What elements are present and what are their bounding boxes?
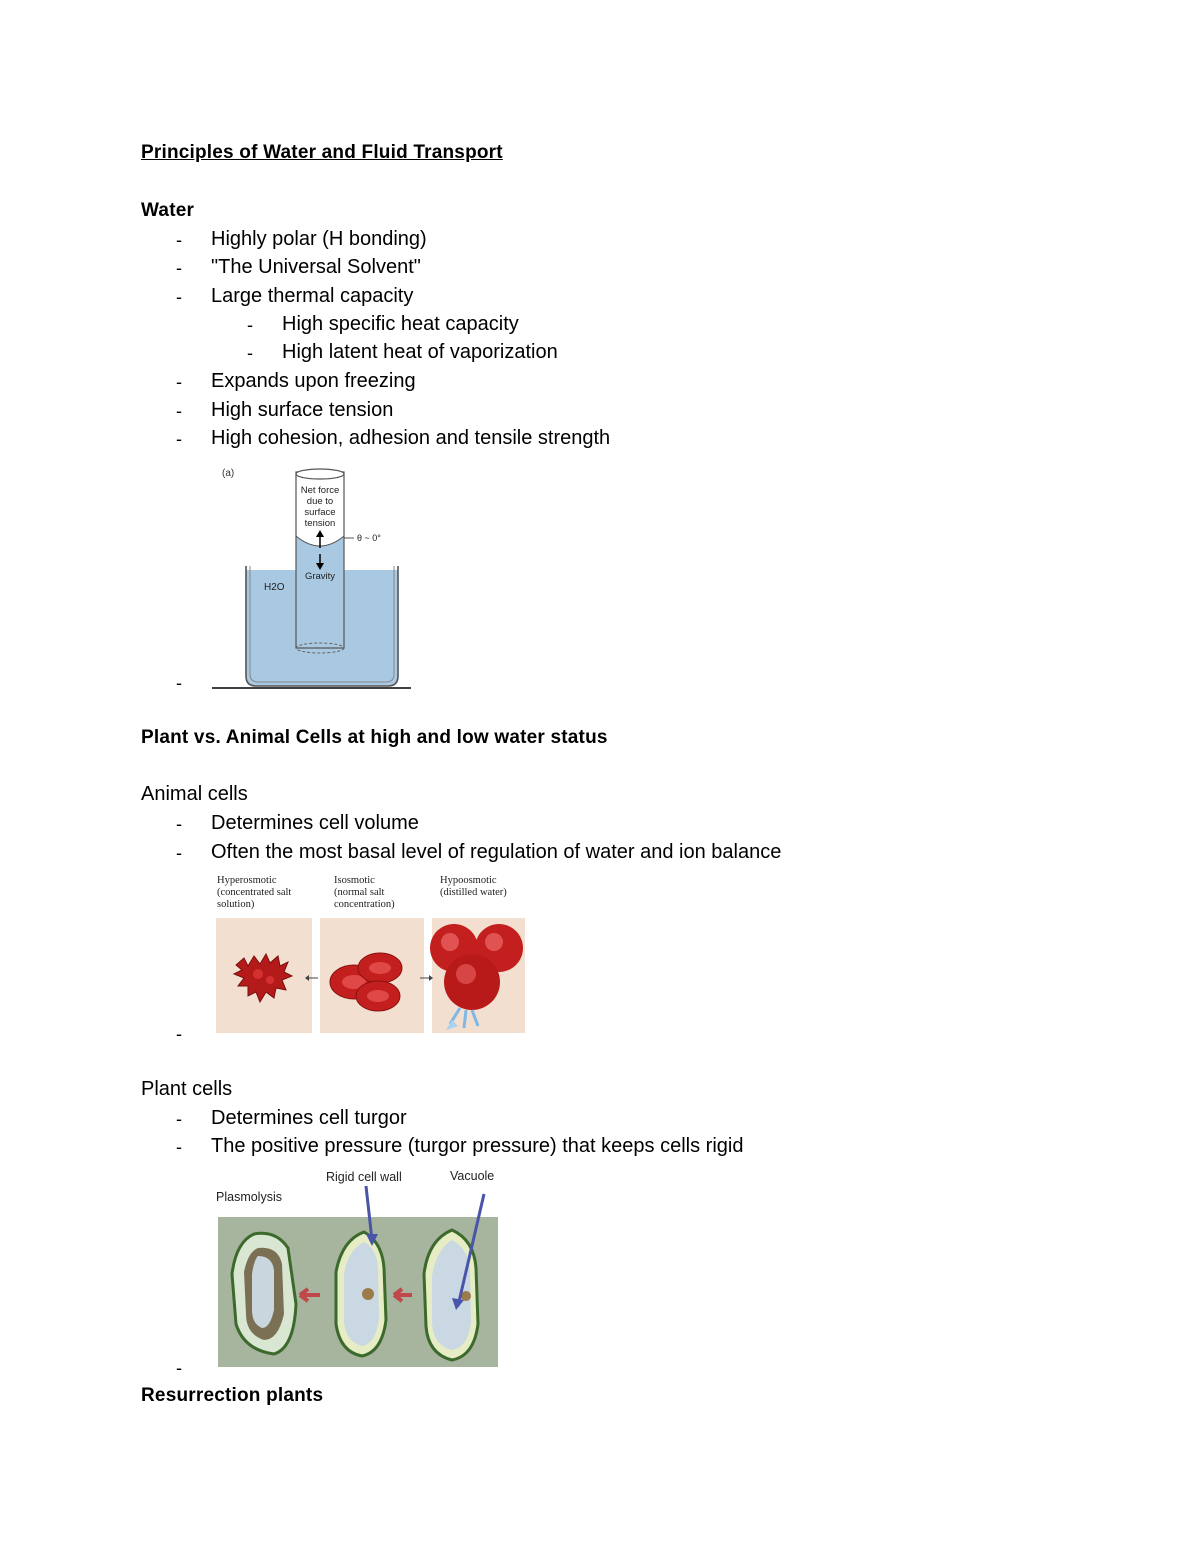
dash: - <box>176 287 182 307</box>
panel-label: (a) <box>222 468 235 479</box>
dash: - <box>247 343 253 363</box>
force-label: tension <box>304 518 336 529</box>
list-item: Often the most basal level of regulation of water and ion balance <box>211 841 782 863</box>
isosmotic-label: concentration) <box>334 899 395 910</box>
dash: - <box>247 315 253 335</box>
list-item: Expands upon freezing <box>211 370 416 392</box>
angle-label: θ ~ 0° <box>357 533 381 543</box>
hypoosmotic-label: (distilled water) <box>440 887 507 898</box>
dash: - <box>176 372 182 392</box>
dash: - <box>176 673 182 693</box>
dash: - <box>176 1358 182 1378</box>
resurrection-heading: Resurrection plants <box>141 1385 324 1406</box>
sub-list-item: High latent heat of vaporization <box>282 341 558 363</box>
dash: - <box>176 1024 182 1044</box>
cells-heading: Plant vs. Animal Cells at high and low water status <box>141 727 608 748</box>
dash: - <box>176 401 182 421</box>
dash: - <box>176 843 182 863</box>
gravity-label: Gravity <box>304 571 336 582</box>
vacuole-label: Vacuole <box>450 1169 495 1183</box>
animal-cells-heading: Animal cells <box>141 783 248 805</box>
plasmolysis-label: Plasmolysis <box>216 1190 282 1204</box>
list-item: Determines cell turgor <box>211 1107 407 1129</box>
force-label: surface <box>304 507 336 518</box>
list-item: Highly polar (H bonding) <box>211 228 427 250</box>
red-blood-cell-figure <box>214 870 527 1036</box>
isosmotic-label: Isosmotic <box>334 875 375 886</box>
water-label: H2O <box>264 582 285 593</box>
hyperosmotic-label: (concentrated salt <box>217 887 292 898</box>
hyperosmotic-label: Hyperosmotic <box>217 875 277 886</box>
list-item: Large thermal capacity <box>211 285 414 307</box>
list-item: High surface tension <box>211 399 394 421</box>
list-item: High cohesion, adhesion and tensile strength <box>211 427 611 449</box>
dash: - <box>176 429 182 449</box>
water-heading: Water <box>141 200 195 221</box>
hyperosmotic-label: solution) <box>217 899 255 910</box>
dash: - <box>176 1109 182 1129</box>
force-label: Net force <box>300 485 340 496</box>
list-item: "The Universal Solvent" <box>211 256 421 278</box>
force-label: due to <box>306 496 334 507</box>
dash: - <box>176 258 182 278</box>
hypoosmotic-label: Hypoosmotic <box>440 875 497 886</box>
isosmotic-label: (normal salt <box>334 887 385 898</box>
sub-list-item: High specific heat capacity <box>282 313 519 335</box>
normal-plant-cell-icon <box>336 1232 386 1356</box>
list-item: The positive pressure (turgor pressure) that keeps cells rigid <box>211 1135 744 1157</box>
page-title: Principles of Water and Fluid Transport <box>141 142 503 163</box>
capillary-figure <box>212 462 414 690</box>
plant-cell-figure <box>214 1164 502 1370</box>
list-item: Determines cell volume <box>211 812 419 834</box>
dash: - <box>176 814 182 834</box>
dash: - <box>176 1137 182 1157</box>
plasmolyzed-cell-icon <box>232 1233 296 1354</box>
rigid-cell-wall-label: Rigid cell wall <box>326 1170 402 1184</box>
plant-cells-heading: Plant cells <box>141 1078 233 1100</box>
dash: - <box>176 230 182 250</box>
